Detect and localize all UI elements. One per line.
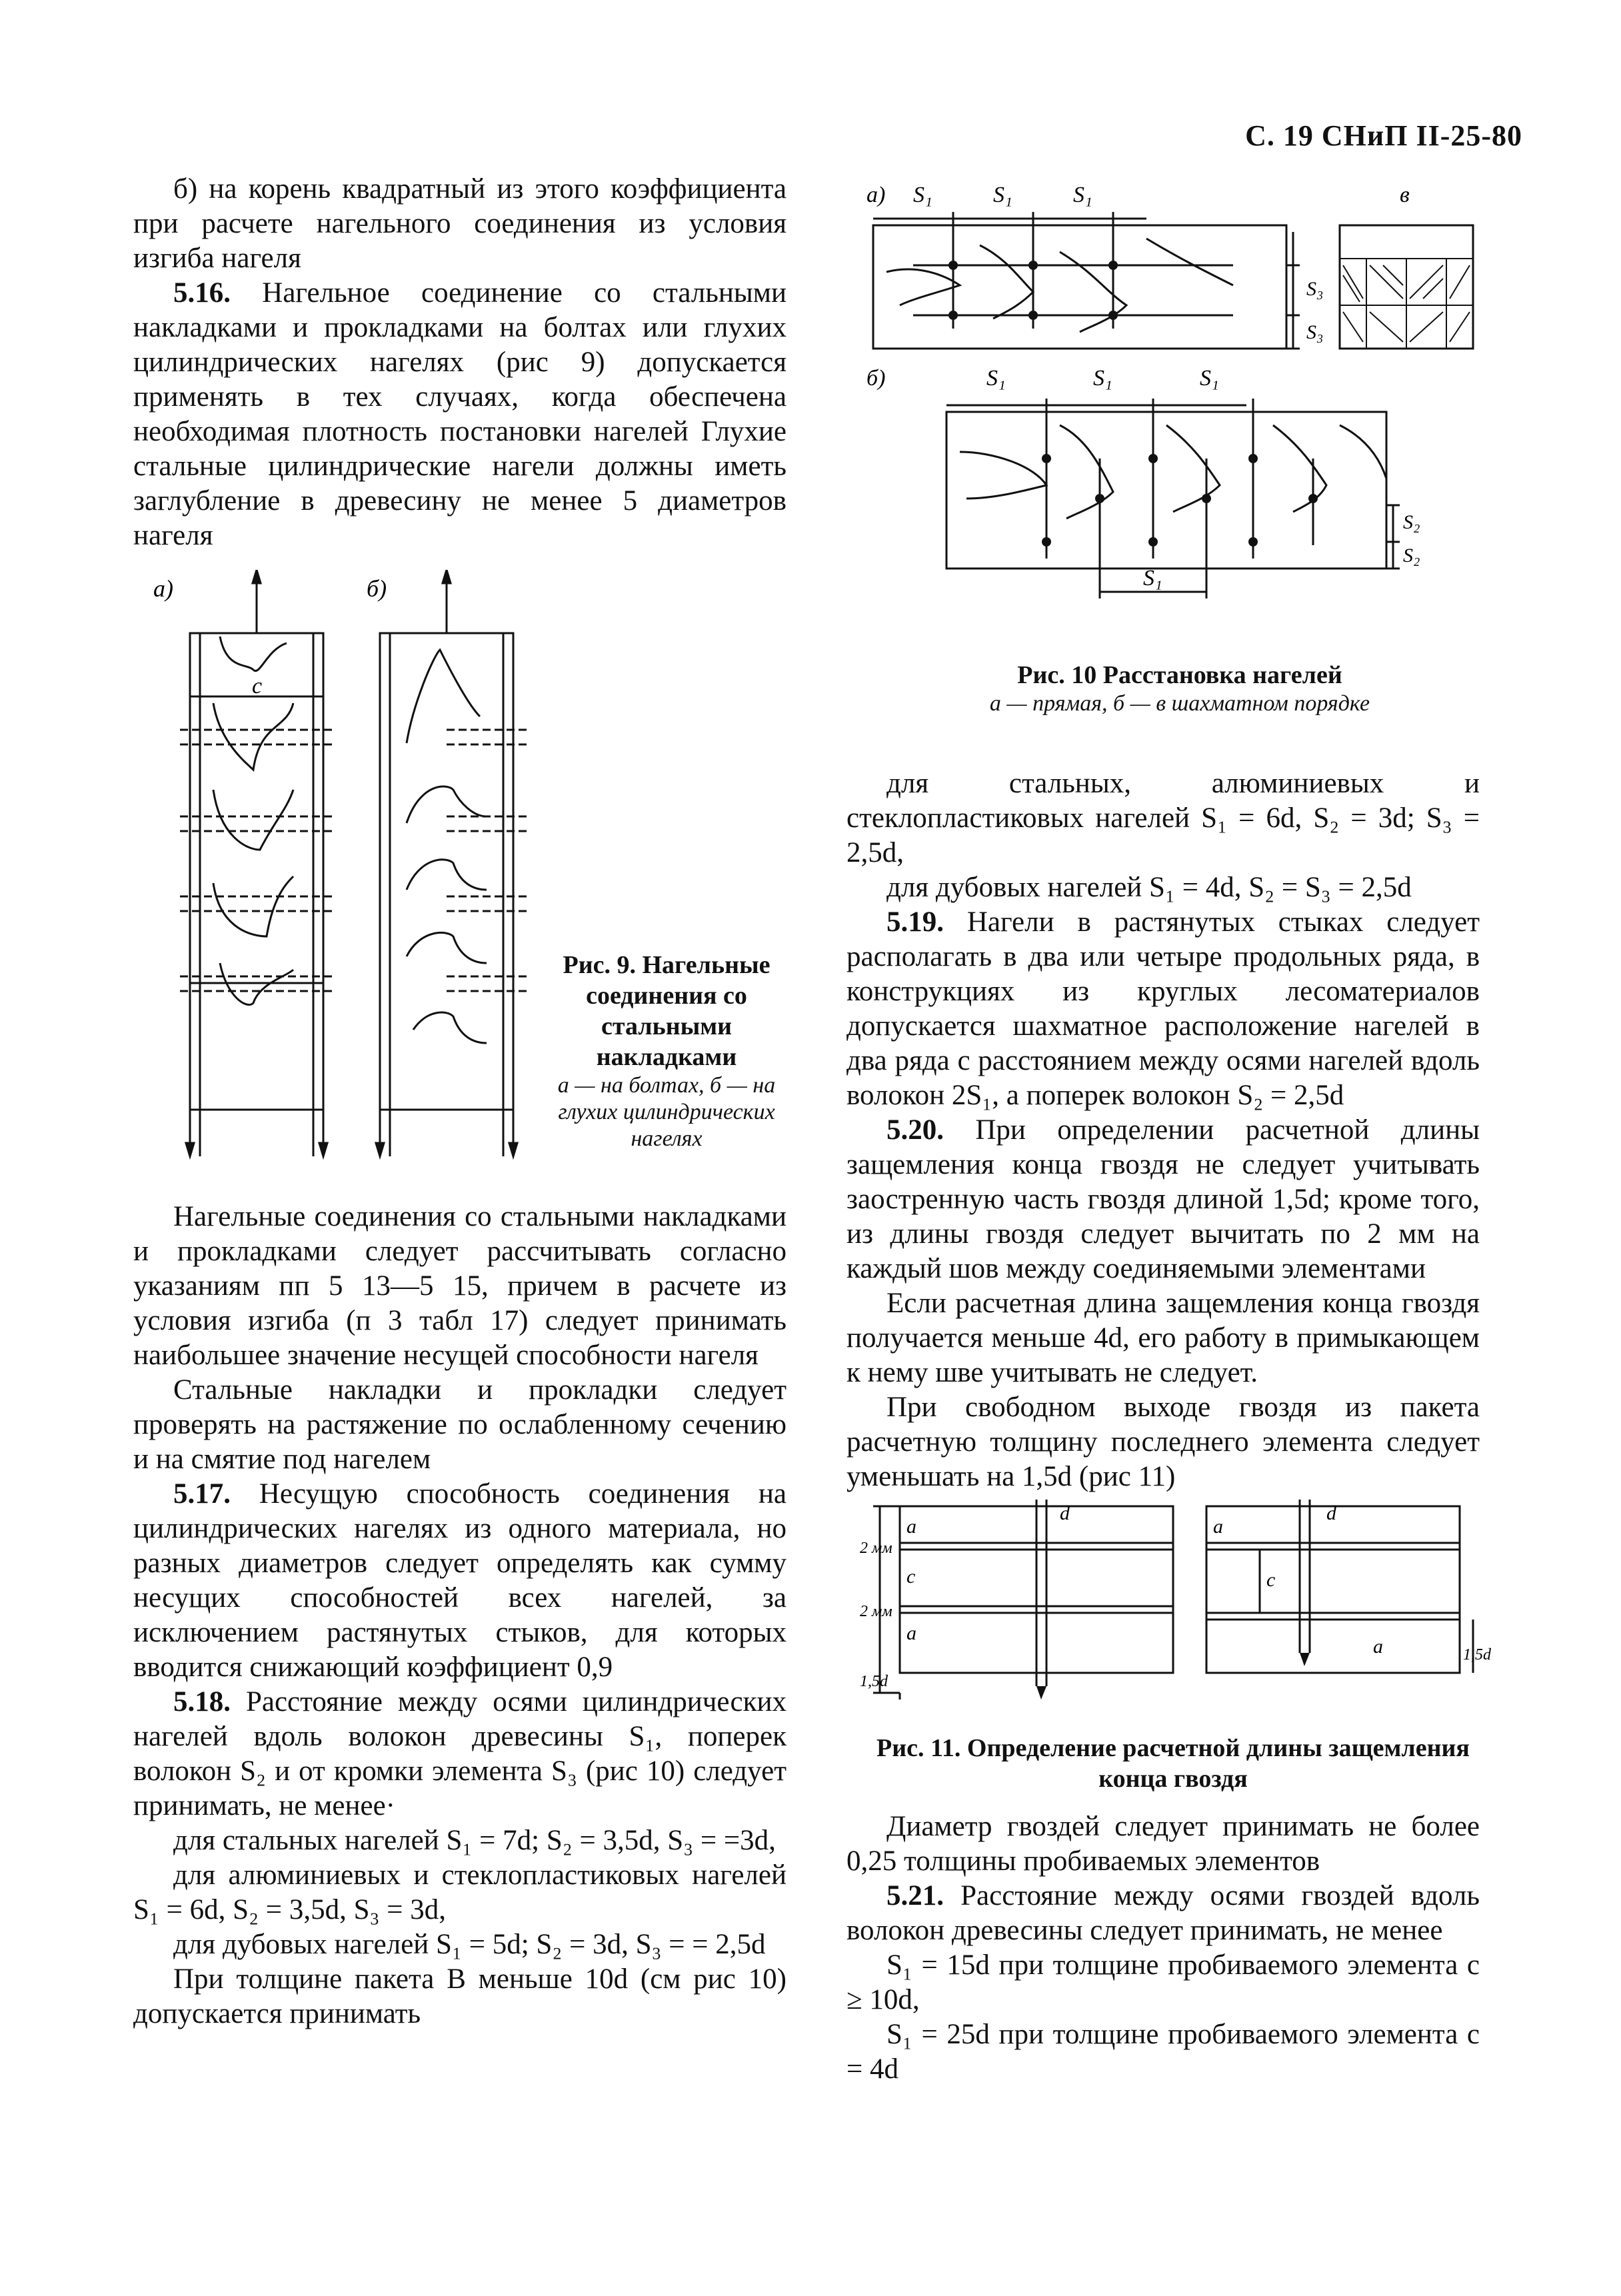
figure-11-drawing <box>860 1493 1493 1713</box>
paragraph-5-21: 5.21. Расстояние между осями гвоздей вдоль волокон древесины следует принимать, не менее <box>846 1880 1480 1946</box>
figure-10-caption <box>846 660 1513 717</box>
paragraph: Диаметр гвоздей следует принимать не более 0,25 толщины пробиваемых элементов <box>846 1811 1480 1877</box>
figure-9 <box>153 570 780 1170</box>
fig11-mm-label: 2 мм <box>860 1603 892 1620</box>
clause-number: 5.16. <box>173 277 231 309</box>
paragraph: для алюминиевых и стеклопластиковых нагелей S₁ = 6d, S₂ = 3,5d, S₃ = 3d, <box>133 1859 787 1925</box>
fig11-a-label: a <box>906 1516 916 1538</box>
fig11-mm-label: 2 мм <box>860 1540 892 1557</box>
fig10-s1-label: S₁ <box>1143 566 1162 590</box>
figure-9-title: Рис. 9. Нагельные соединения со стальными накладками <box>563 951 771 1071</box>
paragraph: Стальные накладки и прокладки следует проверять на растяжение по ослабленному сечению и на смятие под нагелем <box>133 1374 787 1475</box>
figure-11 <box>860 1493 1493 1713</box>
left-column-bottom <box>133 1200 787 2031</box>
paragraph-5-18: 5.18. Расстояние между осями цилиндрических нагелей вдоль волокон древесины S₁, поперек волокон S₂ и от кромки элемента S₃ (рис 10) следует принимать, не менее· <box>133 1686 787 1821</box>
fig9-label-c: c <box>252 674 263 698</box>
figure-10 <box>860 172 1493 638</box>
fig10-label-v: в <box>1400 183 1410 207</box>
fig10-s1-label: S₁ <box>1093 366 1112 391</box>
fig11-c-label: c <box>906 1566 916 1588</box>
figure-11-caption <box>846 1733 1500 1794</box>
fig11-a-label: a <box>1213 1516 1223 1538</box>
right-column-middle <box>846 766 1480 1494</box>
fig9-label-a: а) <box>153 575 173 602</box>
clause-number: 5.21. <box>886 1880 944 1911</box>
fig10-s1-label: S₁ <box>1200 366 1219 391</box>
fig10-s3-label: S₃ <box>1306 321 1324 343</box>
paragraph: При толщине пакета B меньше 10d (см рис 10) допускается принимать <box>133 1963 787 2029</box>
fig11-c-label: c <box>1266 1569 1276 1591</box>
fig10-s1-label: S₁ <box>1073 183 1092 207</box>
clause-number: 5.18. <box>173 1686 231 1718</box>
paragraph: При свободном выходе гвоздя из пакета расчетную толщину последнего элемента следует уменьшать на 1,5d (рис 11) <box>846 1392 1480 1492</box>
figure-9-subtitle: а — на болтах, б — на глухих цилиндрических нагелях <box>557 1073 776 1151</box>
figure-11-title: Рис. 11. Определение расчетной длины защемления конца гвоздя <box>876 1734 1470 1793</box>
paragraph: S₁ = 25d при толщине пробиваемого элемента c = 4d <box>846 2019 1480 2085</box>
fig11-d-label: d <box>1060 1502 1070 1524</box>
paragraph-5-17: 5.17. Несущую способность соединения на цилиндрических нагелях из одного материала, но разных диаметров следует определять как сумму несущих способностей всех нагелей, за исключением растянутых стыков, для которых вводится снижающий коэффициент 0,9 <box>133 1478 787 1683</box>
fig9-label-b: б) <box>367 575 387 602</box>
fig10-s1-label: S₁ <box>913 183 932 207</box>
paragraph: Нагельные соединения со стальными накладками и прокладками следует рассчитывать согласно указаниям пп 5 13—5 15, причем в расчете из условия изгиба (п 3 табл 17) следует принимать наибольшее значение несущей способности нагеля <box>133 1201 787 1371</box>
paragraph: Если расчетная длина защемления конца гвоздя получается меньше 4d, его работу в примыкающем к нему шве учитывать не следует. <box>846 1288 1480 1388</box>
fig10-s1-label: S₁ <box>993 183 1012 207</box>
paragraph-5-20: 5.20. При определении расчетной длины защемления конца гвоздя не следует учитывать заостренную часть гвоздя длиной 1,5d; кроме того, из длины гвоздя следует вычитать по 2 мм на каждый шов между соединяемыми элементами <box>846 1114 1480 1284</box>
right-column-bottom <box>846 1809 1480 2087</box>
figure-10-subtitle: а — прямая, б — в шахматном порядке <box>989 691 1370 716</box>
paragraph: для стальных нагелей S₁ = 7d; S₂ = 3,5d, S₃ = =3d, <box>173 1825 776 1856</box>
fig11-tip-label: 1,5d <box>1463 1646 1491 1664</box>
paragraph: для стальных, алюминиевых и стеклопластиковых нагелей S₁ = 6d, S₂ = 3d; S₃ = 2,5d, <box>846 768 1480 868</box>
fig11-tip-label: 1,5d <box>860 1673 888 1690</box>
left-column-top <box>133 172 787 553</box>
paragraph: для дубовых нагелей S₁ = 5d; S₂ = 3d, S₃ = = 2,5d <box>173 1929 766 1960</box>
fig10-s2-label: S₂ <box>1403 511 1420 533</box>
figure-10-title: Рис. 10 Расстановка нагелей <box>1017 661 1342 689</box>
paragraph: для дубовых нагелей S₁ = 4d, S₂ = S₃ = 2,5d <box>886 872 1412 903</box>
fig10-s3-label: S₃ <box>1306 278 1324 300</box>
paragraph: б) на корень квадратный из этого коэффициента при расчете нагельного соединения из условия изгиба нагеля <box>133 173 787 274</box>
fig10-s2-label: S₂ <box>1403 545 1420 567</box>
fig11-a-label: a <box>906 1622 916 1644</box>
paragraph: S₁ = 15d при толщине пробиваемого элемента c ≥ 10d, <box>846 1949 1480 2015</box>
clause-number: 5.20. <box>886 1114 944 1146</box>
fig10-label-b: б) <box>866 366 886 391</box>
paragraph-5-19: 5.19. Нагели в растянутых стыках следует располагать в два или четыре продольных ряда, в конструкциях из круглых лесоматериалов допускается шахматное расположение нагелей в два ряда с расстоянием между осями нагелей вдоль волокон 2S₁, а поперек волокон S₂ = 2,5d <box>846 906 1480 1111</box>
clause-number: 5.19. <box>886 906 944 938</box>
fig10-label-a: а) <box>866 183 886 207</box>
fig11-a-label: a <box>1373 1636 1383 1658</box>
fig10-s1-label: S₁ <box>986 366 1006 391</box>
page-header: С. 19 СНиП II-25-80 <box>1245 119 1522 152</box>
figure-10-drawing <box>860 172 1493 638</box>
fig11-d-label: d <box>1326 1502 1336 1524</box>
clause-number: 5.17. <box>173 1478 231 1510</box>
paragraph-5-16: 5.16. Нагельное соединение со стальными накладками и прокладками на болтах или глухих цилиндрических нагелях (рис 9) допускается применять в тех случаях, когда обеспечена необходимая плотность постановки нагелей Глухие стальные цилиндрические нагели должны иметь заглубление в древесину не менее 5 диаметров нагеля <box>133 277 787 551</box>
figure-9-caption <box>553 950 780 1152</box>
